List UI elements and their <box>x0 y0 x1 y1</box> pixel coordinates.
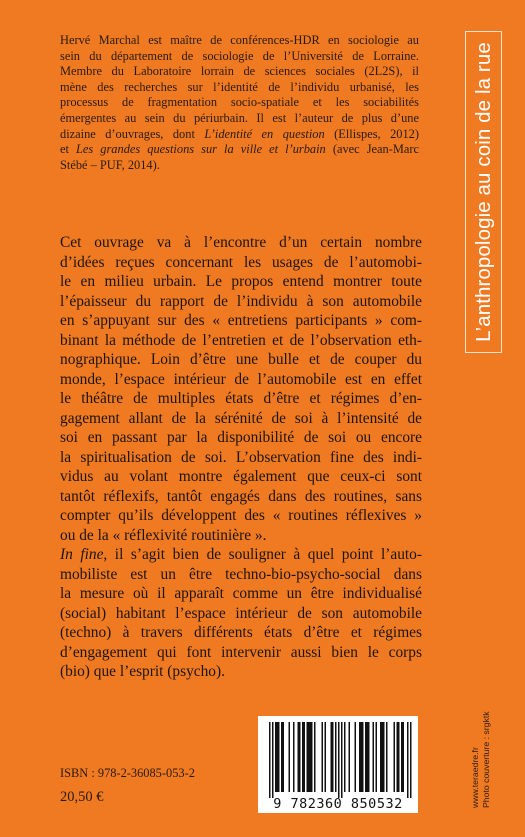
bio-text: et <box>60 142 77 157</box>
summary-line: monde, l’espace intérieur de l’automobile est en effet <box>60 370 422 388</box>
barcode-bar <box>304 722 306 792</box>
summary-line: la spiritualisation de soi. L’observation fine des indi- <box>60 448 422 466</box>
isbn-barcode <box>258 716 418 813</box>
summary-line: vidus au volant montre également que ceux-ci sont <box>60 468 422 485</box>
bio-text: (avec Jean-Marc <box>325 142 419 157</box>
barcode-bar <box>359 722 361 792</box>
barcode-bar <box>272 722 274 798</box>
barcode-bar <box>341 722 343 798</box>
barcode-bar <box>410 722 412 798</box>
summary-line: mobiliste est un être techno-bio-psycho-social dans <box>60 565 422 583</box>
summary-line: (techno) à travers différents états d’être et régimes <box>60 624 422 641</box>
summary-line: le en milieu urbain. Le propos entend montrer toute <box>60 273 422 290</box>
barcode-bar <box>314 722 316 792</box>
bio-line: sein du département de sociologie de l’Université de Lorraine. <box>60 48 419 63</box>
in-fine-italic: In fine <box>60 546 104 563</box>
summary-text: , il s’agit bien de souligner à quel point l’auto- <box>103 546 422 563</box>
barcode-number: 9 782360 850532 <box>273 796 403 812</box>
summary-line: gagement allant de la sérénité de soi à l’intensité de <box>60 409 422 427</box>
barcode-bar <box>394 722 396 792</box>
bio-line <box>60 127 419 143</box>
bio-line <box>60 142 419 158</box>
summary-line: (social) habitant l’espace intérieur de son automobile <box>60 604 422 622</box>
barcode-bar <box>349 722 351 792</box>
bio-line: processus de fragmentation socio-spatiale et les sociabilités <box>60 95 419 110</box>
barcode-bar <box>278 722 280 792</box>
barcode-bar <box>307 722 309 792</box>
barcode-bar <box>382 722 384 792</box>
summary-line: tantôt réflexifs, tantôt engagés dans des routines, sans <box>60 487 422 505</box>
summary-line: (bio) que l’esprit (psycho). <box>60 663 225 680</box>
barcode-bar <box>365 722 367 792</box>
barcode-bar <box>407 722 409 798</box>
book-title-italic: L’identité en question <box>204 126 325 141</box>
spine-title-text: L’anthropologie au coin de la rue <box>471 42 495 342</box>
barcode-bar <box>325 722 327 792</box>
barcode-bar <box>311 722 313 792</box>
barcode-bar <box>332 722 334 792</box>
bio-text: dizaine d’ouvrages, dont <box>60 126 205 141</box>
barcode-bar <box>380 722 382 792</box>
book-summary <box>60 233 422 682</box>
barcode-bar <box>338 722 340 798</box>
barcode-bar <box>386 722 388 792</box>
barcode-bar <box>355 722 357 792</box>
barcode-bar <box>331 722 333 792</box>
summary-line: binant la méthode de l’entretien et de l’observation eth- <box>60 331 422 349</box>
summary-line: soi en passant par la disponibilité de soi ou encore <box>60 429 422 446</box>
barcode-bar <box>289 722 291 792</box>
barcode-bar <box>383 722 385 792</box>
barcode-bar <box>361 722 363 792</box>
summary-line: en s’appuyant sur des « entretiens participants » com- <box>60 312 422 329</box>
barcode-bar <box>398 722 400 792</box>
author-bio <box>60 33 419 173</box>
summary-line: l’épaisseur du rapport de l’individu à son automobile <box>60 292 422 310</box>
summary-line: nographique. Loin d’être une bulle et de couper du <box>60 351 422 368</box>
barcode-bar <box>322 722 324 792</box>
bio-line: émergentes au sein du périurbain. Il est l’auteur de plus d’une <box>60 110 419 125</box>
barcode-bar <box>397 722 399 792</box>
barcode-bar <box>344 722 346 792</box>
spine-title <box>465 31 502 353</box>
summary-line: la mesure où il apparaît comme un être individualisé <box>60 585 422 602</box>
barcode-bar <box>367 722 369 792</box>
barcode-bar <box>281 722 283 792</box>
barcode-bar <box>401 722 403 792</box>
bio-line: mène des recherches sur l’identité de l’individu urbanisé, les <box>60 79 419 94</box>
barcode-bar <box>308 722 310 792</box>
photo-credit: Photo couverture : srgktk <box>481 711 491 808</box>
summary-line <box>60 545 422 565</box>
summary-line: le théâtre de multiples états d’être et régimes d’en- <box>60 390 422 407</box>
summary-line: d’idées reçues concernant les usages de l’automobi- <box>60 253 422 271</box>
bio-text: (Ellispes, 2012) <box>324 126 420 141</box>
barcode-bar <box>373 722 375 792</box>
summary-line: Cet ouvrage va à l’encontre d’un certain nombre <box>60 234 422 251</box>
barcode-bar <box>283 722 285 792</box>
bio-line: Membre du Laboratoire lorrain de sciences sociales (2L2S), il <box>60 64 419 79</box>
barcode-bar <box>275 722 277 792</box>
book-title-italic: Les grandes questions sur la ville et l’urbain <box>76 142 326 157</box>
barcode-bar <box>310 722 312 792</box>
barcode-bar <box>269 722 271 798</box>
barcode-bar <box>376 722 378 792</box>
bio-line: Hervé Marchal est maître de conférences-HDR en sociologie au <box>60 33 419 47</box>
barcode-bar <box>293 722 295 792</box>
barcode-bar <box>277 722 279 792</box>
barcode-bar <box>302 722 304 792</box>
publisher-website: www.teraedre.fr <box>470 747 480 808</box>
isbn-text: ISBN : 978-2-36085-053-2 <box>60 766 195 780</box>
barcode-bar <box>298 722 300 792</box>
summary-line: compter qu’ils développent des « routines réflexives » <box>60 507 422 524</box>
barcode-bar <box>299 722 301 792</box>
barcode-bar <box>335 722 337 792</box>
bio-line: Stébé – PUF, 2014). <box>60 157 160 172</box>
barcode-bar <box>403 722 405 792</box>
barcode-bar <box>368 722 370 792</box>
summary-line: ou de la « réflexivité routinière ». <box>60 526 267 544</box>
price: 20,50 € <box>60 789 104 805</box>
summary-line: d’engagement qui font intervenir aussi bien le corps <box>60 643 422 661</box>
barcode-bar <box>362 722 364 792</box>
